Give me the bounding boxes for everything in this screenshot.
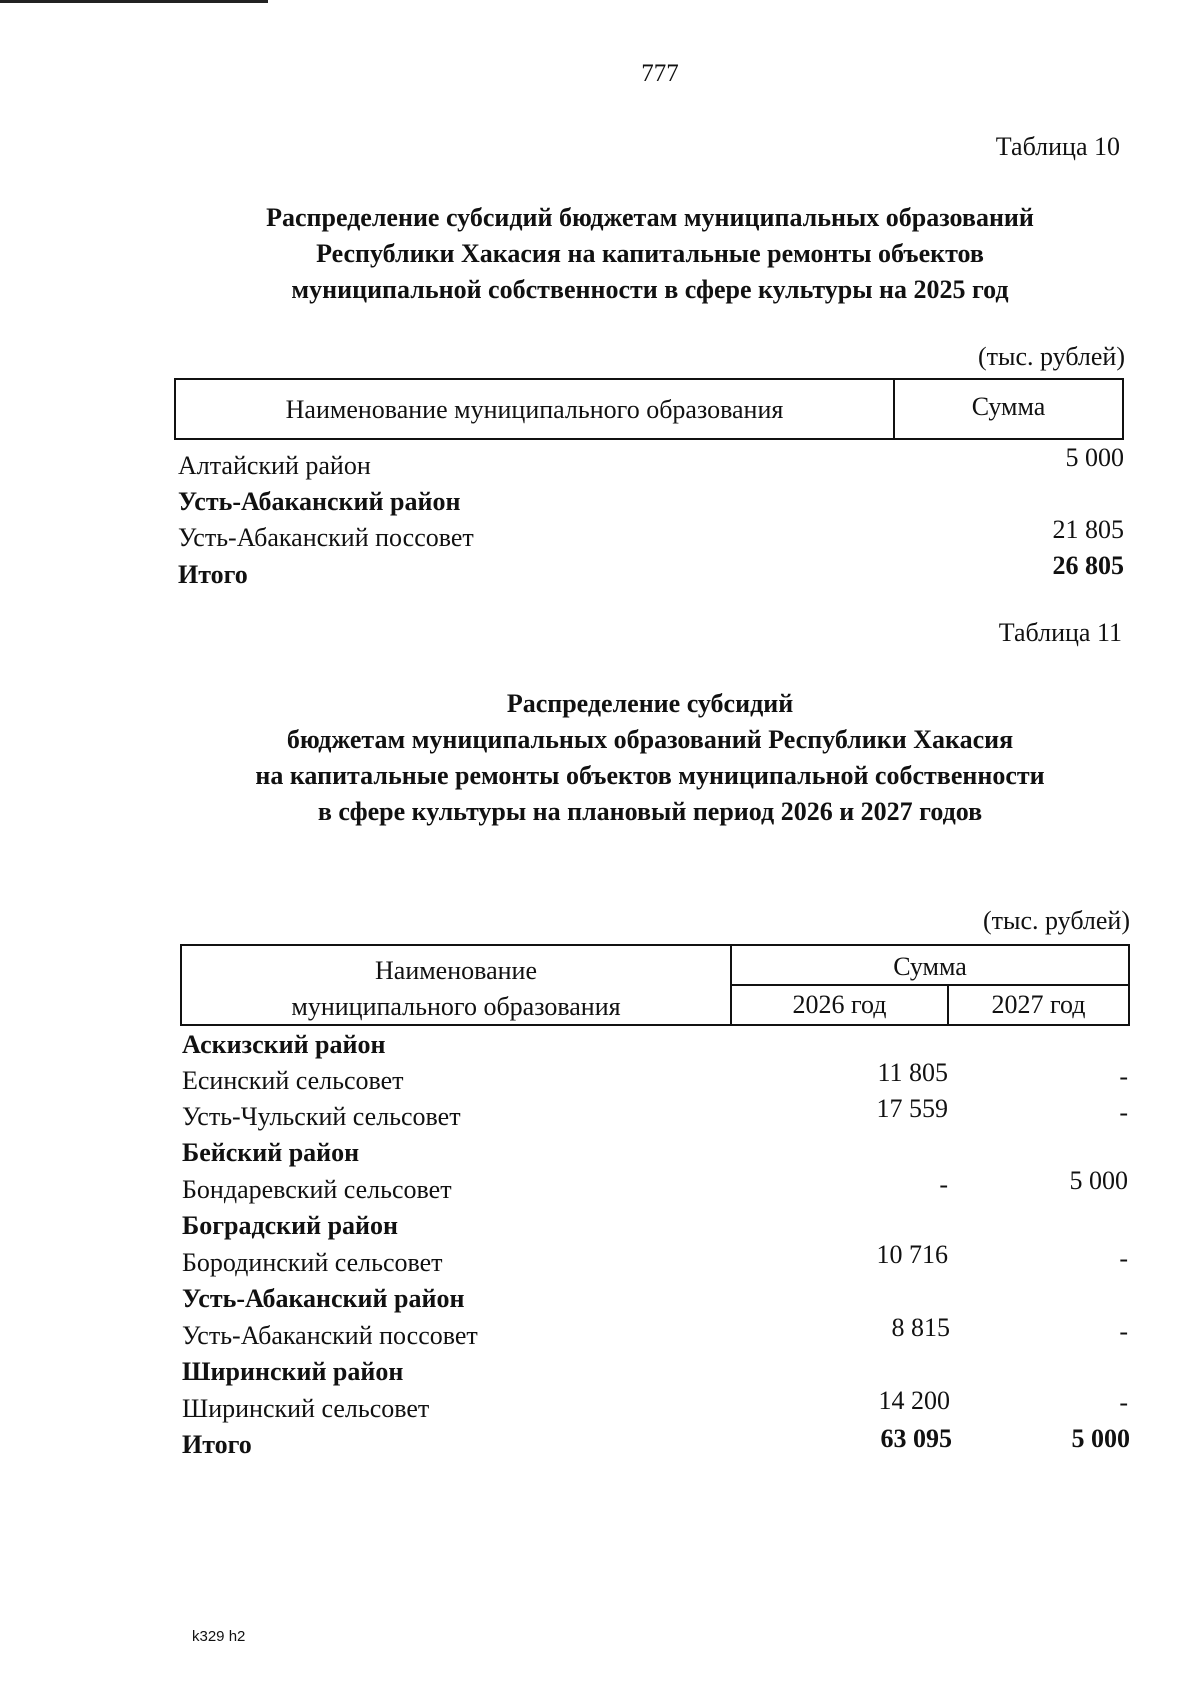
table-11-row-2026: 14 200	[878, 1386, 950, 1415]
table-10-title-line: Распределение субсидий бюджетам муниципальных образований	[266, 203, 1034, 232]
table-11-header-name-line2: муниципального образования	[291, 992, 621, 1021]
table-10-title-line: муниципальной собственности в сфере культуры на 2025 год	[291, 275, 1009, 304]
table-11-unit: (тыс. рублей)	[982, 906, 1130, 935]
table-11-row-name: Усть-Чульский сельсовет	[182, 1102, 461, 1131]
table-10-title-line: Республики Хакасия на капитальные ремонты объектов	[316, 239, 984, 268]
table-11-row-name: Бейский район	[182, 1138, 360, 1167]
table-11-title	[150, 686, 1150, 830]
footer-code: k329 h2	[192, 1628, 246, 1645]
table-11-row-2027: -	[1119, 1317, 1128, 1346]
table-10-total-label: Итого	[178, 560, 248, 589]
table-11-header-hdivider	[732, 984, 1128, 986]
table-10-header	[174, 378, 1124, 440]
table-10-total-value: 26 805	[1052, 551, 1124, 580]
scan-edge-line	[0, 0, 268, 3]
table-11-row-name: Ширинский район	[182, 1357, 404, 1386]
table-10-row-name: Усть-Абаканский район	[178, 487, 461, 516]
table-11-title-line: бюджетам муниципальных образований Республики Хакасия	[286, 725, 1014, 754]
table-11-total-2027: 5 000	[1071, 1424, 1130, 1453]
table-11-row-name: Усть-Абаканский район	[182, 1284, 465, 1313]
table-11-row-2026: 10 716	[876, 1240, 948, 1269]
table-11-row-2026: 8 815	[891, 1313, 950, 1342]
table-11-title-line: на капитальные ремонты объектов муниципальной собственности	[255, 761, 1045, 790]
table-11-row-2027: -	[1119, 1098, 1128, 1127]
table-11-row-2027: -	[1119, 1388, 1128, 1417]
table-11-label: Таблица 11	[998, 618, 1122, 647]
table-11-total-label: Итого	[182, 1430, 252, 1459]
table-11-header-name-line1: Наименование	[375, 956, 537, 985]
table-10-title	[150, 200, 1150, 308]
table-11-row-name: Бондаревский сельсовет	[182, 1175, 452, 1204]
table-11-header	[180, 944, 1130, 1026]
table-11-row-2027: -	[1119, 1244, 1128, 1273]
table-10-row-value: 21 805	[1052, 515, 1124, 544]
table-11-title-line: Распределение субсидий	[506, 689, 794, 718]
table-10-unit: (тыс. рублей)	[977, 342, 1125, 371]
table-11-row-2027: 5 000	[1069, 1166, 1128, 1195]
table-10-row-value: 5 000	[1065, 443, 1124, 472]
table-11-row-2026: -	[939, 1170, 948, 1199]
table-11-row-name: Боградский район	[182, 1211, 399, 1240]
table-11-row-2027: -	[1119, 1062, 1128, 1091]
table-11-title-line: в сфере культуры на плановый период 2026 и 2027 годов	[317, 797, 983, 826]
table-11-row-name: Ширинский сельсовет	[182, 1394, 430, 1423]
table-10-row-name: Усть-Абаканский поссовет	[178, 523, 474, 552]
table-10-header-sum: Сумма	[971, 392, 1046, 421]
table-11-header-year-2026: 2026 год	[792, 990, 887, 1019]
table-10-row-name: Алтайский район	[178, 451, 371, 480]
table-11-header-year-2027: 2027 год	[991, 990, 1086, 1019]
table-11-row-name: Аскизский район	[182, 1030, 386, 1059]
table-11-row-name: Усть-Абаканский поссовет	[182, 1321, 478, 1350]
page-number: 777	[641, 60, 679, 87]
table-10-header-name: Наименование муниципального образования	[285, 395, 784, 424]
table-11-row-2026: 17 559	[876, 1094, 948, 1123]
table-11-header-sum: Сумма	[893, 952, 967, 981]
table-11-row-2026: 11 805	[877, 1058, 948, 1087]
table-11-row-name: Бородинский сельсовет	[182, 1248, 443, 1277]
table-11-total-2026: 63 095	[880, 1424, 952, 1453]
table-10-label: Таблица 10	[995, 132, 1120, 161]
table-11-row-name: Есинский сельсовет	[182, 1066, 404, 1095]
